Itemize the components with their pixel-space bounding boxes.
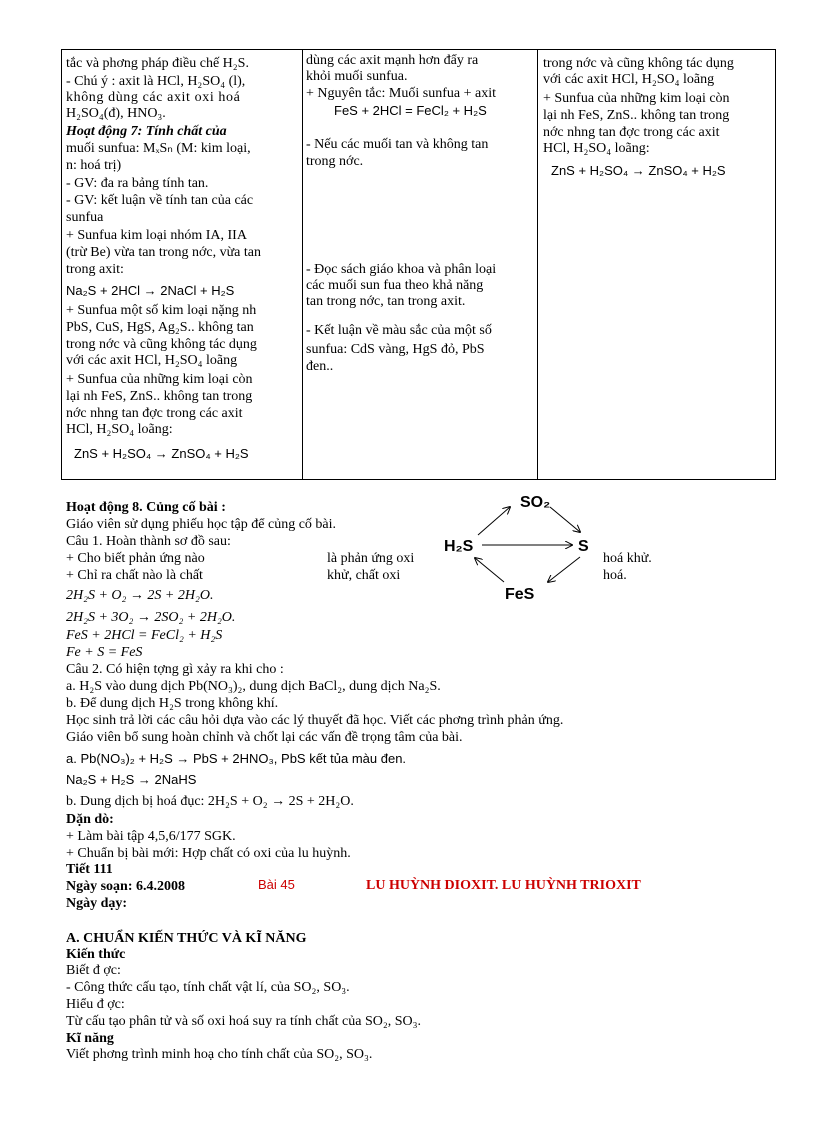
table-line: trong nớc và cũng không tác dụng (66, 337, 257, 352)
table-line: tắc và phơng pháp điều chế H₂S. (66, 56, 249, 71)
skills-heading: Kĩ năng (66, 1031, 114, 1046)
period-number: Tiết 111 (66, 862, 113, 877)
table-line: (trừ Be) vừa tan trong nớc, vừa tan (66, 245, 261, 260)
equation: FeS + 2HCl = FeCl₂ + H₂S (66, 628, 223, 643)
knowledge-heading: Kiến thức (66, 947, 126, 962)
table-line: tan trong nớc, tan trong axit. (306, 294, 466, 309)
equation: 2H₂S + O₂ → 2S + 2H₂O. (66, 588, 214, 603)
question-1-line: hoá. (603, 568, 627, 583)
table-line: - Đọc sách giáo khoa và phân loại (306, 262, 497, 277)
teaching-date: Ngày dạy: (66, 896, 128, 911)
table-line: HCl, H₂SO₄ loãng: (543, 141, 650, 156)
column-divider (537, 50, 538, 479)
table-line: H₂SO₄(đ), HNO₃. (66, 106, 166, 121)
table-line: nớc nhng tan đợc trong các axit (543, 125, 720, 140)
table-line: sunfua (66, 210, 104, 225)
table-line: các muối sun fua theo khả năng (306, 278, 484, 293)
equation: 2H₂S + 3O₂ → 2SO₂ + 2H₂O. (66, 610, 236, 625)
table-line: + Sunfua một số kim loại nặng nh (66, 303, 257, 318)
table-line: muối sunfua: MₓSₙ (M: kim loại, (66, 141, 251, 156)
answer-a-2: Na₂S + H₂S → 2NaHS (66, 772, 197, 787)
activity-8-heading: Hoạt động 8. Củng cố bài : (66, 500, 226, 515)
table-line: - GV: kết luận về tính tan của các (66, 193, 254, 208)
diagram-arrow (475, 558, 504, 582)
table-line: - Chú ý : axit là HCl, H₂SO₄ (l), (66, 74, 246, 89)
know-item: - Công thức cấu tạo, tính chất vật lí, của SO₂, SO₃. (66, 980, 350, 995)
equation: Fe + S = FeS (66, 645, 143, 660)
table-line: + Nguyên tắc: Muối sunfua + axit (306, 86, 496, 101)
question-1-line: là phản ứng oxi (327, 551, 415, 566)
answer-a: a. Pb(NO₃)₂ + H₂S → PbS + 2HNO₃, PbS kết tủa màu đen. (66, 751, 407, 766)
diagram-node-fes: FeS (505, 586, 535, 603)
table-line: khỏi muối sunfua. (306, 69, 408, 84)
lesson-title: LU HUỲNH DIOXIT. LU HUỲNH TRIOXIT (366, 878, 641, 893)
homework-item: + Làm bài tập 4,5,6/177 SGK. (66, 829, 236, 844)
table-line: đen.. (306, 359, 334, 374)
table-line: + Sunfua kim loại nhóm IA, IIA (66, 228, 247, 243)
table-line: - Nếu các muối tan và không tan (306, 137, 489, 152)
table-line: trong axit: (66, 262, 124, 277)
question-1-line: + Chỉ ra chất nào là chất (66, 568, 203, 583)
table-line: trong nớc. (306, 154, 364, 169)
sulfur-reaction-diagram (430, 485, 630, 610)
question-2-title: Câu 2. Có hiện tợng gì xảy ra khi cho : (66, 662, 284, 677)
table-line: trong nớc và cũng không tác dụng (543, 56, 734, 71)
understand-item: Từ cấu tạo phân tử và số oxi hoá suy ra tính chất của SO₂, SO₃. (66, 1014, 422, 1029)
equation: FeS + 2HCl = FeCl₂ + H₂S (334, 103, 487, 118)
table-line: với các axit HCl, H₂SO₄ loãng (66, 353, 238, 368)
table-line: dùng các axit mạnh hơn đẩy ra (306, 53, 479, 68)
question-1-title: Câu 1. Hoàn thành sơ đồ sau: (66, 534, 231, 549)
diagram-node-h2s: H₂S (444, 538, 474, 555)
table-line: lại nh FeS, ZnS.. không tan trong (543, 108, 730, 123)
table-line: lại nh FeS, ZnS.. không tan trong (66, 389, 253, 404)
know-label: Biết đ ợc: (66, 963, 121, 978)
question-1-line: + Cho biết phản ứng nào (66, 551, 205, 566)
skill-item: Viết phơng trình minh hoạ cho tính chất của SO₂, SO₃. (66, 1047, 373, 1062)
equation: ZnS + H₂SO₄ → ZnSO₄ + H₂S (74, 446, 249, 461)
diagram-node-so2: SO₂ (520, 494, 551, 511)
homework-item: + Chuẩn bị bài mới: Hợp chất có oxi của lu huỳnh. (66, 846, 351, 861)
prepared-date: Ngày soạn: 6.4.2008 (66, 879, 186, 894)
answer-b: b. Dung dịch bị hoá đục: 2H₂S + O₂ → 2S + 2H₂O. (66, 794, 354, 809)
table-line: + Sunfua của những kim loại còn (66, 372, 253, 387)
homework-title: Dặn dò: (66, 812, 114, 827)
table-line: không dùng các axit oxi hoá (66, 90, 241, 105)
diagram-arrow (550, 507, 580, 532)
table-line: - GV: đa ra bảng tính tan. (66, 176, 209, 191)
equation: Na₂S + 2HCl → 2NaCl + H₂S (66, 283, 235, 298)
table-line: nớc nhng tan đợc trong các axit (66, 406, 243, 421)
diagram-arrow (478, 507, 510, 535)
lesson-number: Bài 45 (258, 877, 295, 892)
activity-8-intro: Giáo viên sử dụng phiếu học tập để củng cố bài. (66, 517, 337, 532)
table-line: n: hoá trị) (66, 158, 122, 173)
section-a-heading: A. CHUẨN KIẾN THỨC VÀ KĨ NĂNG (66, 931, 307, 946)
table-line: với các axit HCl, H₂SO₄ loãng (543, 72, 715, 87)
activity-heading: Hoạt động 7: Tính chất của (66, 124, 227, 139)
question-2-a: a. H₂S vào dung dịch Pb(NO₃)₂, dung dịch BaCl₂, dung dịch Na₂S. (66, 679, 441, 694)
table-line: + Sunfua của những kim loại còn (543, 91, 730, 106)
table-line: HCl, H₂SO₄ loãng: (66, 422, 173, 437)
student-activity: Học sinh trả lời các câu hỏi dựa vào các lý thuyết đã học. Viết các phơng trình phản ứng. (66, 713, 564, 728)
equation: ZnS + H₂SO₄ → ZnSO₄ + H₂S (551, 163, 726, 178)
question-1-line: khử, chất oxi (327, 568, 401, 583)
column-divider (302, 50, 303, 479)
diagram-node-s: S (578, 538, 589, 555)
question-1-line: hoá khử. (603, 551, 652, 566)
teacher-activity: Giáo viên bổ sung hoàn chỉnh và chốt lại các vấn đề trọng tâm của bài. (66, 730, 463, 745)
table-line: sunfua: CdS vàng, HgS đỏ, PbS (306, 342, 485, 357)
understand-label: Hiểu đ ợc: (66, 997, 125, 1012)
diagram-arrow (548, 557, 580, 582)
table-line: - Kết luận về màu sắc của một số (306, 323, 492, 338)
question-2-b: b. Để dung dịch H₂S trong không khí. (66, 696, 279, 711)
table-line: PbS, CuS, HgS, Ag₂S.. không tan (66, 320, 254, 335)
